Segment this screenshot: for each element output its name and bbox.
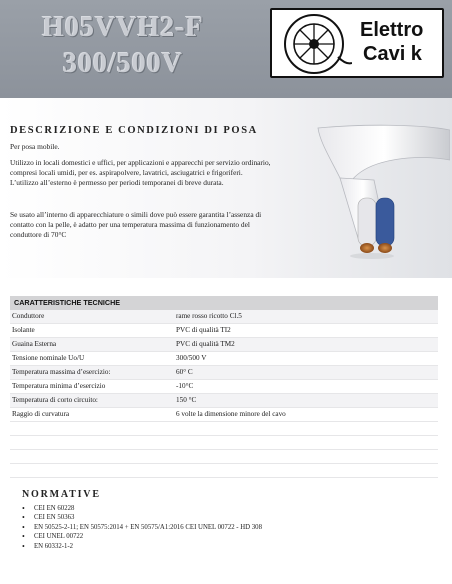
normative-title: NORMATIVE (22, 489, 101, 500)
product-title (18, 10, 228, 82)
list-item: • EN 50525-2-11; EN 50575:2014 + EN 50575/A1:2016 CEI UNEL 00722 - HD 308 (22, 523, 262, 532)
header-band (0, 0, 452, 98)
table-row (10, 352, 438, 366)
row-value: 6 volte la dimensione minore del cavo (176, 410, 286, 418)
table-row (10, 366, 438, 380)
row-key: Guaina Esterna (12, 340, 57, 348)
description-paragraph-2: Utilizzo in locali domestici e uffici, per applicazioni e apparecchi per servizio ordinario, compresi locali umidi, per es. aspirapolvere, lavatrici, asciugatrici e frigoriferi. L’utilizzo all’esterno è permesso per periodi temporanei di breve durata. (10, 158, 271, 187)
brand-line-1: Elettro (360, 19, 424, 41)
empty-row (10, 436, 438, 450)
row-value: rame rosso ricotto Cl.5 (176, 312, 242, 320)
row-value: 300/500 V (176, 354, 207, 362)
empty-row (10, 422, 438, 436)
company-logo (270, 8, 444, 78)
row-key: Temperatura massima d’esercizio: (12, 368, 111, 376)
row-value: -10°C (176, 382, 194, 390)
empty-row (10, 464, 438, 478)
row-key: Temperatura minima d’esercizio (12, 382, 106, 390)
table-row (10, 338, 438, 352)
row-key: Conduttore (12, 312, 45, 320)
row-key: Tensione nominale Uo/U (12, 354, 85, 362)
row-key: Temperatura di corto circuito: (12, 396, 98, 404)
table-row (10, 380, 438, 394)
technical-table (10, 296, 438, 478)
brand-name (360, 18, 423, 66)
product-voltage: 300/500V (63, 48, 183, 79)
list-item: • EN 60332-1-2 (22, 542, 262, 551)
list-item: • CEI EN 50363 (22, 513, 262, 522)
description-paragraph-1: Per posa mobile. (10, 142, 60, 151)
normative-list (22, 504, 262, 551)
row-value: 60° C (176, 368, 193, 376)
product-code: H05VVH2-F (42, 12, 204, 43)
row-value: PVC di qualità TI2 (176, 326, 231, 334)
row-value: PVC di qualità TM2 (176, 340, 235, 348)
description-title: DESCRIZIONE E CONDIZIONI DI POSA (10, 125, 258, 136)
table-row (10, 324, 438, 338)
table-row (10, 408, 438, 422)
row-key: Isolante (12, 326, 35, 334)
technical-heading: CARATTERISTICHE TECNICHE (10, 296, 438, 310)
empty-row (10, 450, 438, 464)
brand-line-2: Cavi k (363, 43, 422, 65)
cable-reel-logo-icon (276, 13, 352, 75)
description-paragraph-3: Se usato all’interno di apparecchiature o simili dove può essere garantita l’assenza di contatto con la pelle, è adatto per una temperatura massima di funzionamento del conduttore di 70°C (10, 210, 262, 239)
cable-photo (300, 118, 450, 278)
table-row (10, 394, 438, 408)
list-item: • CEI UNEL 00722 (22, 532, 262, 541)
list-item: • CEI EN 60228 (22, 504, 262, 513)
table-row (10, 310, 438, 324)
description-section (0, 98, 452, 278)
row-key: Raggio di curvatura (12, 410, 70, 418)
row-value: 150 °C (176, 396, 197, 404)
